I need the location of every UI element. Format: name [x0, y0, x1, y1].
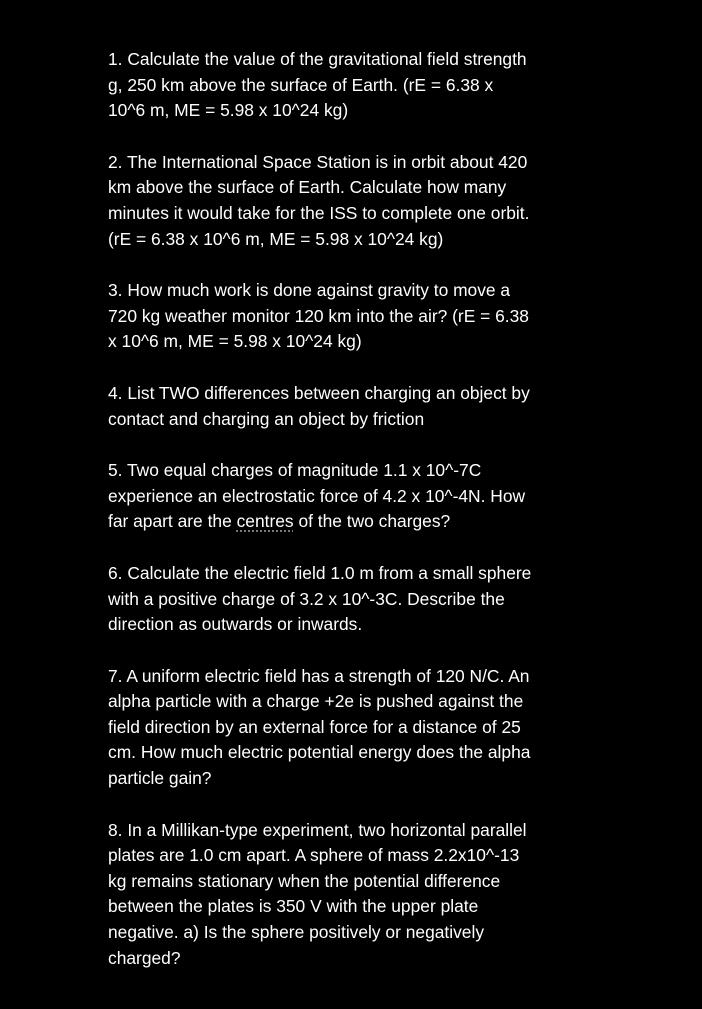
question-line	[108, 509, 588, 535]
question-6	[108, 561, 588, 638]
question-line: (rE = 6.38 x 10^6 m, ME = 5.98 x 10^24 kg)	[108, 228, 444, 249]
question-2	[108, 150, 588, 252]
question-line: 8. In a Millikan-type experiment, two horizontal parallel	[108, 819, 527, 840]
question-line: 5. Two equal charges of magnitude 1.1 x 10^-7C	[108, 460, 482, 481]
question-3	[108, 278, 588, 355]
question-line: field direction by an external force for a distance of 25	[108, 716, 521, 737]
question-4	[108, 381, 588, 432]
question-line: km above the surface of Earth. Calculate how many	[108, 177, 507, 198]
question-line: contact and charging an object by friction	[108, 408, 425, 429]
question-text: far apart are the	[108, 511, 237, 532]
question-list	[108, 47, 588, 997]
spellcheck-underlined-word: centres	[236, 511, 294, 532]
question-1	[108, 47, 588, 124]
question-line: g, 250 km above the surface of Earth. (rE = 6.38 x	[108, 74, 494, 95]
question-line: negative. a) Is the sphere positively or negatively	[108, 922, 485, 943]
question-line: 3. How much work is done against gravity to move a	[108, 280, 511, 301]
question-line: 7. A uniform electric field has a strength of 120 N/C. An	[108, 665, 530, 686]
question-5	[108, 458, 588, 535]
question-line: 720 kg weather monitor 120 km into the air? (rE = 6.38	[108, 305, 529, 326]
question-line: 10^6 m, ME = 5.98 x 10^24 kg)	[108, 100, 349, 121]
question-line: x 10^6 m, ME = 5.98 x 10^24 kg)	[108, 331, 362, 352]
question-line: experience an electrostatic force of 4.2 x 10^-4N. How	[108, 485, 526, 506]
question-line: alpha particle with a charge +2e is pushed against the	[108, 691, 524, 712]
question-line: with a positive charge of 3.2 x 10^-3C. Describe the	[108, 588, 505, 609]
question-line: minutes it would take for the ISS to complete one orbit.	[108, 202, 530, 223]
question-line: 6. Calculate the electric field 1.0 m from a small sphere	[108, 562, 532, 583]
question-line: kg remains stationary when the potential difference	[108, 870, 501, 891]
question-line: 4. List TWO differences between charging an object by	[108, 382, 530, 403]
question-line: direction as outwards or inwards.	[108, 614, 363, 635]
question-text: of the two charges?	[293, 511, 451, 532]
question-line: particle gain?	[108, 768, 212, 789]
question-line: cm. How much electric potential energy does the alpha	[108, 742, 531, 763]
question-line: plates are 1.0 cm apart. A sphere of mass 2.2x10^-13	[108, 845, 520, 866]
question-line: between the plates is 350 V with the upper plate	[108, 896, 479, 917]
question-8	[108, 818, 588, 972]
question-line: charged?	[108, 947, 181, 968]
question-line: 2. The International Space Station is in orbit about 420	[108, 151, 528, 172]
question-7	[108, 664, 588, 792]
question-line: 1. Calculate the value of the gravitational field strength	[108, 49, 527, 69]
